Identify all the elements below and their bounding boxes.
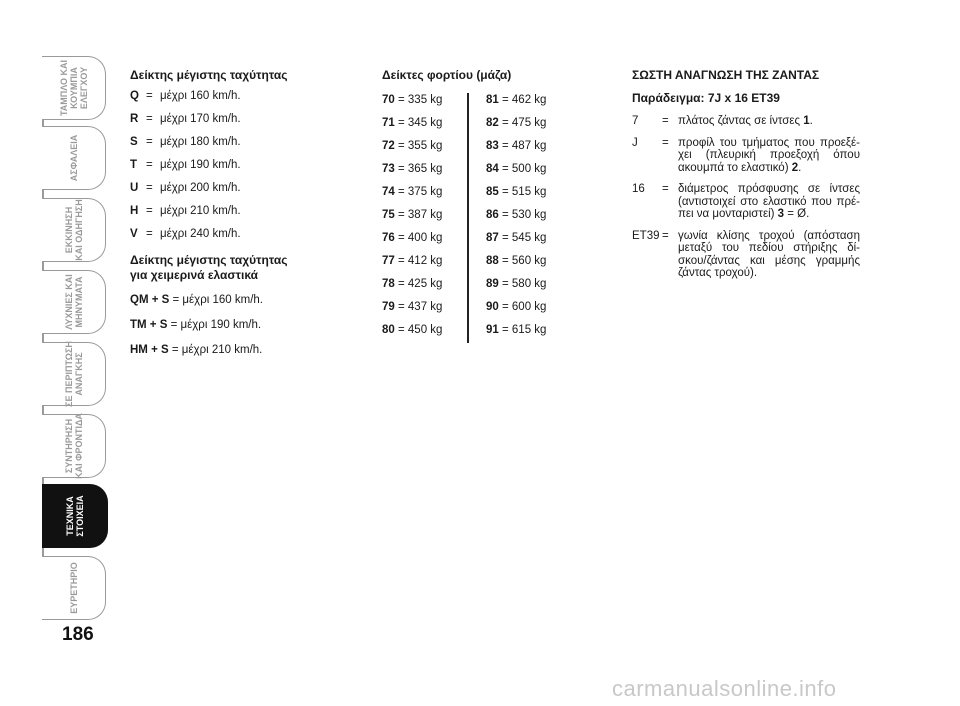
load-code: 83 <box>486 140 499 152</box>
load-row <box>486 296 572 319</box>
load-row <box>486 250 572 273</box>
load-code: 86 <box>486 209 499 221</box>
rim-example: Παράδειγμα: 7J x 16 ET39 <box>632 91 780 105</box>
sidebar-tab-label-line: ΣΤΟΙΧΕΙΑ <box>74 495 85 537</box>
load-row <box>486 135 572 158</box>
load-code: 77 <box>382 255 395 267</box>
load-row <box>486 181 572 204</box>
load-right-list <box>486 89 572 342</box>
rim-row <box>632 229 864 280</box>
rim-desc-text: πλάτος ζάντας σε ίντσες <box>678 115 804 127</box>
load-row <box>486 89 572 112</box>
winter-title-line-2: για χειμερινά ελαστικά <box>130 268 259 282</box>
rim-ref: 2 <box>791 161 799 174</box>
load-row <box>382 296 468 319</box>
speed-value: μέχρι 190 km/h. <box>160 159 241 171</box>
load-code: 81 <box>486 94 499 106</box>
load-code: 71 <box>382 117 395 129</box>
load-code: 79 <box>382 301 395 313</box>
load-value: = 425 kg <box>394 278 443 290</box>
sidebar-tab[interactable] <box>42 126 106 190</box>
rim-list <box>632 115 864 280</box>
sidebar-tab[interactable] <box>42 414 106 478</box>
sidebar-tab-label-line: ΕΚΚΙΝΗΣΗ <box>63 206 74 254</box>
winter-code: HM + S <box>130 344 169 356</box>
load-row <box>486 158 572 181</box>
winter-value: = μέχρι 210 km/h. <box>168 344 263 356</box>
rim-row <box>632 115 860 128</box>
load-row <box>486 204 572 227</box>
load-value: = 487 kg <box>498 140 547 152</box>
rim-code: ET39 <box>632 229 660 242</box>
speed-value: μέχρι 180 km/h. <box>160 136 241 148</box>
rim-eq: = <box>662 183 669 195</box>
rim-code: J <box>632 136 638 149</box>
load-code: 75 <box>382 209 395 221</box>
speed-code: U <box>130 182 139 194</box>
speed-value: μέχρι 210 km/h. <box>160 205 241 217</box>
load-row <box>382 319 468 342</box>
load-value: = 515 kg <box>498 186 547 198</box>
speed-eq: = <box>146 182 153 194</box>
speed-eq: = <box>146 228 153 240</box>
load-code: 72 <box>382 140 395 152</box>
rim-ref: 3 <box>777 208 785 220</box>
speed-code: S <box>130 136 138 148</box>
load-value: = 580 kg <box>498 278 547 290</box>
load-code: 70 <box>382 94 395 106</box>
load-value: = 615 kg <box>498 324 547 336</box>
load-row <box>382 181 468 204</box>
load-value: = 475 kg <box>498 117 547 129</box>
load-row <box>382 204 468 227</box>
speed-eq: = <box>146 136 153 148</box>
rim-desc-text: γωνία κλίσης τροχού (απόσταση μεταξύ του πεδίου στήριξης δί-σκου/ζάντας και μέσης γραμμής ζάντας τροχού). <box>678 229 864 279</box>
load-value: = 387 kg <box>394 209 443 221</box>
rim-eq: = <box>662 115 669 127</box>
load-row <box>382 135 468 158</box>
sidebar-tab-label <box>64 199 84 261</box>
speed-row <box>130 85 340 108</box>
load-code: 87 <box>486 232 499 244</box>
sidebar-tab-label-line: ΣΕ ΠΕΡΙΠΤΩΣΗ <box>63 341 74 407</box>
rim-desc <box>678 229 864 280</box>
load-value: = 600 kg <box>498 301 547 313</box>
rim-code: 7 <box>632 115 639 127</box>
speed-list <box>130 85 340 246</box>
sidebar-tab-label-line: ΣΥΝΤΗΡΗΣΗ <box>63 418 74 474</box>
speed-row <box>130 177 340 200</box>
rim-eq: = <box>662 229 669 242</box>
load-value: = 560 kg <box>498 255 547 267</box>
speed-row <box>130 223 340 246</box>
load-row <box>382 227 468 250</box>
rim-ref: 1 <box>803 115 810 127</box>
load-row <box>486 273 572 296</box>
load-code: 78 <box>382 278 395 290</box>
winter-row <box>130 288 340 313</box>
load-code: 89 <box>486 278 499 290</box>
load-value: = 365 kg <box>394 163 443 175</box>
load-code: 88 <box>486 255 499 267</box>
speed-row <box>130 131 340 154</box>
speed-eq: = <box>146 90 153 102</box>
sidebar-tab[interactable] <box>42 484 108 548</box>
winter-row <box>130 338 340 363</box>
speed-index-column <box>130 68 340 363</box>
rim-desc-text: προφίλ του τμήματος που προεξέ-χει (πλευρική προεξοχή όπου ακουμπά το ελαστικό) <box>678 136 864 174</box>
sidebar-tab[interactable] <box>42 270 106 334</box>
rim-reading-column <box>632 68 864 289</box>
sidebar-tab-label-line: ΚΑΙ ΟΔΗΓΗΣΗ <box>73 199 84 261</box>
load-value: = 450 kg <box>394 324 443 336</box>
winter-row <box>130 313 340 338</box>
sidebar-tab-label <box>64 341 84 407</box>
load-value: = 545 kg <box>498 232 547 244</box>
sidebar-tab[interactable] <box>42 342 106 406</box>
load-code: 82 <box>486 117 499 129</box>
sidebar-tab[interactable] <box>42 56 106 120</box>
load-value: = 335 kg <box>394 94 443 106</box>
sidebar-tab[interactable] <box>42 198 106 262</box>
winter-title-line-1: Δείκτης μέγιστης ταχύτητας <box>130 253 288 267</box>
load-code: 74 <box>382 186 395 198</box>
load-index-column <box>382 68 582 342</box>
load-value: = 500 kg <box>498 163 547 175</box>
load-row <box>382 273 468 296</box>
rim-desc <box>678 115 860 128</box>
speed-eq: = <box>146 205 153 217</box>
rim-desc <box>678 136 864 175</box>
load-code: 73 <box>382 163 395 175</box>
load-grid <box>382 89 582 342</box>
load-row <box>486 112 572 135</box>
sidebar-tab-label-line: ΑΣΦΑΛΕΙΑ <box>68 134 79 182</box>
winter-value: = μέχρι 190 km/h. <box>167 319 262 331</box>
load-value: = 412 kg <box>394 255 443 267</box>
rim-row <box>632 136 864 175</box>
speed-eq: = <box>146 113 153 125</box>
speed-code: R <box>130 113 139 125</box>
load-title: Δείκτες φορτίου (μάζα) <box>382 68 512 82</box>
load-value: = 437 kg <box>394 301 443 313</box>
speed-code: H <box>130 205 139 217</box>
speed-value: μέχρι 160 km/h. <box>160 90 241 102</box>
load-code: 84 <box>486 163 499 175</box>
load-code: 91 <box>486 324 499 336</box>
speed-value: μέχρι 200 km/h. <box>160 182 241 194</box>
load-code: 76 <box>382 232 395 244</box>
sidebar-tab-label <box>64 413 84 479</box>
rim-desc-text: διάμετρος πρόσφυσης σε ίντσες (αντιστοιχεί στο ελαστικό που πρέ-πει να μονταριστεί) <box>678 183 864 220</box>
load-value: = 345 kg <box>394 117 443 129</box>
rim-tail: . <box>809 115 813 127</box>
load-row <box>382 158 468 181</box>
load-row <box>486 319 572 342</box>
sidebar-tab[interactable] <box>42 556 106 620</box>
speed-row <box>130 108 340 131</box>
load-code: 85 <box>486 186 499 198</box>
rim-eq: = <box>662 136 669 149</box>
sidebar-tab-label-line: ΚΑΙ ΦΡΟΝΤΙΔΑ <box>73 413 84 479</box>
load-value: = 400 kg <box>394 232 443 244</box>
load-value: = 355 kg <box>394 140 443 152</box>
sidebar-tab-label-line: ΑΝΑΓΚΗΣ <box>73 352 84 396</box>
speed-value: μέχρι 170 km/h. <box>160 113 241 125</box>
sidebar-tab-label <box>65 495 85 536</box>
speed-row <box>130 154 340 177</box>
winter-speed-title <box>130 253 340 283</box>
sidebar-tab-label <box>59 60 89 116</box>
sidebar-tab-label-line: ΚΟΥΜΠΙΑ <box>68 67 79 109</box>
speed-row <box>130 200 340 223</box>
speed-code: V <box>130 228 138 240</box>
rim-tail: = Ø. <box>784 208 810 220</box>
sidebar-tab-label-line: ΤΑΜΠΛΟ ΚΑΙ <box>58 59 69 117</box>
load-row <box>382 250 468 273</box>
rim-tail: . <box>798 161 802 174</box>
load-code: 90 <box>486 301 499 313</box>
page-number: 186 <box>62 624 94 645</box>
sidebar-tab-label <box>64 274 84 330</box>
speed-code: Q <box>130 90 139 102</box>
rim-row <box>632 183 864 221</box>
speed-value: μέχρι 240 km/h. <box>160 228 241 240</box>
rim-title: ΣΩΣΤΗ ΑΝΑΓΝΩΣΗ ΤΗΣ ΖΑΝΤΑΣ <box>632 68 820 82</box>
load-value: = 375 kg <box>394 186 443 198</box>
rim-code: 16 <box>632 183 645 195</box>
speed-eq: = <box>146 159 153 171</box>
sidebar-tab-label <box>69 135 79 182</box>
sidebar-tab-label-line: ΛΥΧΝΙΕΣ ΚΑΙ <box>63 274 74 330</box>
sidebar-tab-label-line: ΜΗΝΥΜΑΤΑ <box>73 276 84 328</box>
sidebar-tab-label-line: ΕΛΕΓΧΟΥ <box>78 66 89 110</box>
winter-code: TM + S <box>130 319 168 331</box>
winter-value: = μέχρι 160 km/h. <box>169 294 263 306</box>
sidebar-tab-label-line: ΕΥΡΕΤΗΡΙΟ <box>68 562 79 614</box>
load-code: 80 <box>382 324 395 336</box>
load-row <box>486 227 572 250</box>
speed-code: T <box>130 159 138 171</box>
load-row <box>382 112 468 135</box>
load-value: = 530 kg <box>498 209 547 221</box>
winter-list <box>130 288 340 363</box>
load-value: = 462 kg <box>498 94 547 106</box>
winter-code: QM + S <box>130 294 170 306</box>
speed-title: Δείκτης μέγιστης ταχύτητας <box>130 68 288 82</box>
load-row <box>382 89 468 112</box>
sidebar-tab-label <box>69 562 79 614</box>
sidebar-tab-label-line: ΤΕΧΝΙΚΑ <box>64 496 75 536</box>
watermark: carmanualsonline.info <box>612 676 837 701</box>
load-divider <box>467 93 469 343</box>
rim-desc <box>678 183 864 221</box>
load-left-list <box>382 89 468 342</box>
